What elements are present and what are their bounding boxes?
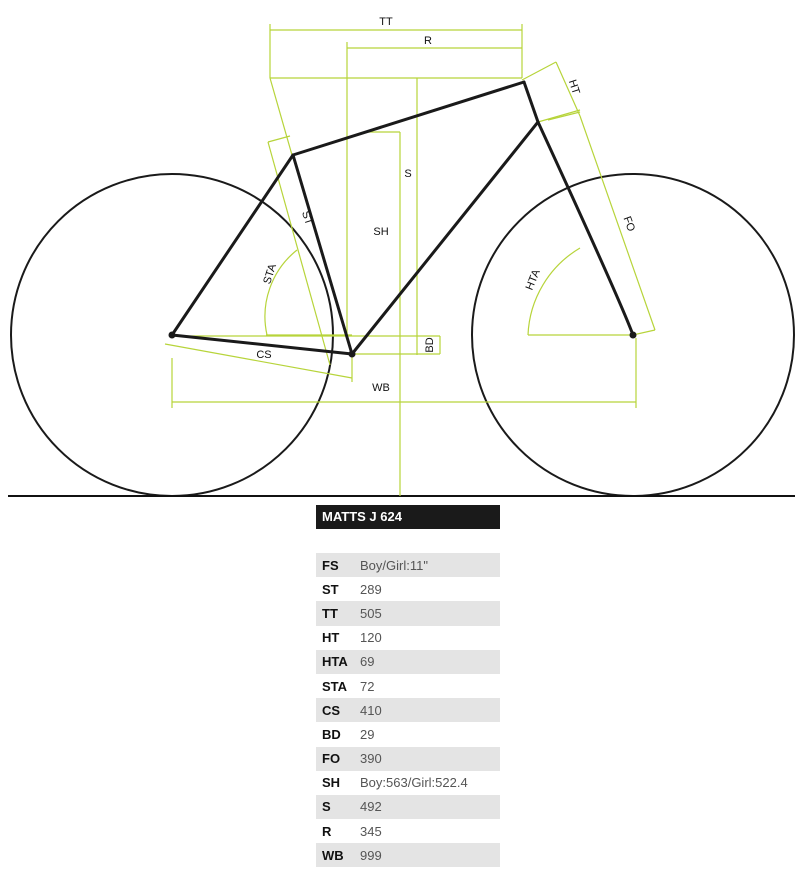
spec-row <box>316 722 500 746</box>
spec-row <box>316 819 500 843</box>
spec-key: WB <box>322 847 344 863</box>
spec-row <box>316 843 500 867</box>
spec-row <box>316 577 500 601</box>
label-fo: FO <box>620 214 638 234</box>
spec-row <box>316 626 500 650</box>
dimension-lines <box>165 24 655 496</box>
label-hta: HTA <box>523 267 543 292</box>
spec-key: BD <box>322 726 341 742</box>
spec-value: 72 <box>360 678 375 694</box>
spec-key: CS <box>322 702 341 718</box>
spec-value: 410 <box>360 702 382 718</box>
spec-value: 345 <box>360 823 382 839</box>
spec-row <box>316 771 500 795</box>
spec-key: FO <box>322 751 341 767</box>
rear-axle <box>169 332 176 339</box>
spec-row <box>316 601 500 625</box>
spec-value: Boy/Girl:11" <box>360 557 428 573</box>
spec-value: 120 <box>360 630 382 646</box>
spec-value: 289 <box>360 581 382 597</box>
bike-frame <box>172 82 633 354</box>
spec-key: STA <box>322 678 348 694</box>
spec-row <box>316 795 500 819</box>
spec-key: R <box>322 823 332 839</box>
spec-row <box>316 674 500 698</box>
label-wb: WB <box>372 382 390 394</box>
spec-value: 492 <box>360 799 382 815</box>
label-tt: TT <box>379 16 393 28</box>
spec-row <box>316 553 500 577</box>
spec-key: HT <box>322 630 340 646</box>
spec-key: S <box>322 799 331 815</box>
label-st: ST <box>298 209 315 227</box>
spec-key: HTA <box>322 654 348 670</box>
bottom-bracket <box>349 351 356 358</box>
spec-row <box>316 747 500 771</box>
spec-value: 29 <box>360 726 375 742</box>
spec-row <box>316 650 500 674</box>
label-sta: STA <box>261 262 280 286</box>
label-r: R <box>424 35 432 47</box>
spec-key: FS <box>322 557 339 573</box>
spec-value: 390 <box>360 751 382 767</box>
spec-key: TT <box>322 605 338 621</box>
spec-key: SH <box>322 775 341 791</box>
label-bd: BD <box>424 337 436 353</box>
spec-table-title: MATTS J 624 <box>316 505 500 529</box>
label-ht: HT <box>565 78 582 96</box>
spec-value: 505 <box>360 605 382 621</box>
label-cs: CS <box>256 349 272 361</box>
front-axle <box>630 332 637 339</box>
spec-row <box>316 698 500 722</box>
spec-key: ST <box>322 581 339 597</box>
spec-value: 999 <box>360 847 382 863</box>
spec-table <box>316 553 500 867</box>
spec-value: Boy:563/Girl:522.4 <box>360 775 468 791</box>
spec-value: 69 <box>360 654 375 670</box>
label-sh: SH <box>373 226 389 238</box>
label-s: S <box>404 168 412 180</box>
